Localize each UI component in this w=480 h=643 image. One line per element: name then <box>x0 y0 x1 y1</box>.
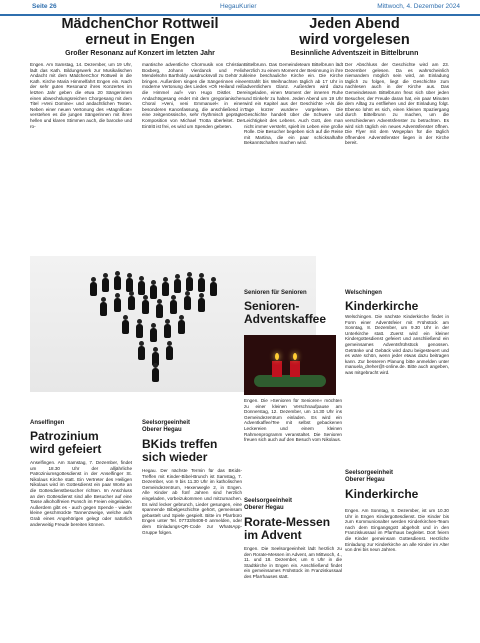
article-column: Welschingen. Die nächste Kinderkirche findet in Form einer Adventsfeier mit Frühstück am Sonntag, 8. Dezember, um 9.30 Uhr in der Unterkirche statt. Zuerst wird ein kleiner Kindergottesdienst gefeiert und anschließend ein gemeinsames Adventsfrühstück genossen. Getränke und Gebäck wird dazu beigesteuert und es wäre schön, wenn jeder etwas dazu beitragen kann. Zur besseren Planung bitte anmelden unter manuela_dreher@t-online.de. Bitte auch angeben, was mitgebracht wird. <box>345 314 449 375</box>
publication-name: HegauKurier <box>220 3 257 10</box>
page-header <box>0 0 480 16</box>
article-title: BKids treffen sich wieder <box>142 437 218 464</box>
article-title: Kinderkirche <box>345 487 419 501</box>
section-kicker: Seelsorgeeinheit Oberer Hegau <box>142 420 191 433</box>
article-column: Engen. Am Samstag, 14. Dezember, um 19 Uhr, lädt das Kath. Bildungswerk zur Musikalischen Andacht mit dem MädchenChor Rottweil in die Kath. Kirche Mariä Himmelfahrt Engen ein. Nach der sehr guten Resonanz ihres Konzertes im letzten Jahr geben die etwa 20 Sängerinnen einen abwechslungsreichen Chorgesang mit dem Titel »Veni Domine« und andachtlichen Texten. Neben einer neuen Vertonung des »Magnificat« verstehen es die jungen Sängerinnen mit ihren hellen und klaren Stimmen auch, die barocke und ro- <box>30 62 132 129</box>
article-title: Patrozinium wird gefeiert <box>30 429 102 456</box>
page-number: Seite 26 <box>32 3 57 10</box>
article-column: Der Abschluss der Geschichte wird am 23. Dezember gelesen. Da es wahrscheinlich niemandem möglich sein wird, an Einladung täglich zu folgen, liegt die Geschichte zum nachlesen auch in der Kirche aus. Das Gemeindeteam Bittelbrunn freut sich über jeden Besucher, der Freude daran hat, ein paar Minuten dem Alltag zu entfliehen und der Einladung folgt. Ebenso lohnt es sich, einen kleinen Spaziergang durch Bittelbrunn zu machen, um die verschiedenen Adventsfenster zu betrachten. Es wird sich täglich ein neues Adventsfenster öffnen. Die Flyer mit dem Wegeplan für die täglich öffnenden Adventsfenster liegen in der Kirche bereit. <box>345 62 449 146</box>
article-title: Kinderkirche <box>345 299 419 313</box>
article-subtitle: Großer Resonanz auf Konzert im letzten Jahr <box>65 50 215 57</box>
article-title: Jeden Abend wird vorgelesen <box>299 16 410 48</box>
section-kicker: Seelsorgeeinheit Oberer Hegau <box>345 470 394 483</box>
advent-candles-photo <box>244 335 336 395</box>
article-title: Rorate-Messen im Advent <box>244 515 331 542</box>
article-column: Anselfingen. Am Samstag, 7. Dezember, findet um 18.30 Uhr der alljährliche Patroziniumsgottesdienst in der Anselfinger St. Nikolaus Kirche statt. Ein Vertreter des Heiligen Nikolaus wird im Gottesdienst ein paar Worte an die Gottesdienstbesucher richten. Im Anschluss an den Gottesdienst sind alle Besucher auf eine Tasse alkoholfreien Punsch im Freien eingeladen. Außerdem gibt es - auch gegen Spende - wieder kleine geschmückte Tannenzweige, welche aufs Grab eines Angehörigen gelegt oder natürlich anderweitig Freude bereiten können. <box>30 460 132 527</box>
issue-date: Mittwoch, 4. Dezember 2024 <box>377 3 460 10</box>
article-column: mantische adventliche Chormusik von Christian Boxberg, Johann Vierdanck und Felix Mendelsohn Bartholdy ausdrucksvoll zu Gehör zu bringen. Außerdem singen die Sängerinnen eine moderne Vertonung des Liedes »Oh Heiland reiß die Himmel auf« von Hugo Distler. Der Andachtsgesang endet mit dem gregorianischen Choral »Veni, veni Emmanuel« in einer besonderen Kanonfassung, die anschließend in eine zeitgenössische, sehr rhythmisch geprägte Komposition von Michael Trotta überleitet. Der Eintritt ist frei, es wird um Spenden gebeten. <box>142 62 244 129</box>
article-column: Bittelbrunn. Das Gemeindeteam Bittelbrunn lädt herzlich zu einem Moment der Besinnung in ihre kleine beschauliche Kirche ein. Die Kirche erstrahlt bis Weihnachten täglich ab 17 Uhr in adventlichem Glanz. Außerdem wird dazu eingeladen, einen Moment der inneren Ruhe und Einkehr zu halten. Jeden Abend um 19 Uhr wird ein Kapitel aus der Geschichte »Als die Tage kürzer wurden« vorgelesen. Die Geschichte handelt über die Schwere und Leichtigkeit des Lebens. Auch Gott, den man nicht immer versteht, spielt im Leben eine große Rolle. Die Besucher begeben sich auf die Reise mit Martina, die ein paar schicksalhafte Bekanntschaften machen wird. <box>244 62 343 146</box>
article-subtitle: Besinnliche Adventszeit in Bittelbrunn <box>290 50 419 57</box>
article-title: MädchenChor Rottweil erneut in Engen <box>61 16 219 48</box>
article-column: Engen. Am Sonntag, 8. Dezember, ist um 10.30 Uhr in Engen Kindergottesdienst. Die Kinder bis zum Kommunionalter werden Kinderkirchen-Team nach dem Eingangsgott abgeholt und in den Franziskussaal im Pfarrhaus begleitet. Dort feiern die Kinder gemeinsam Gottesdienst. Herzliche Einladung zur Kinderkirche an alle Kinder im Alter von drei bis neun Jahren. <box>345 508 449 553</box>
section-kicker: Seelsorgeeinheit Oberer Hegau <box>244 498 293 511</box>
section-kicker: Welschingen <box>345 290 382 296</box>
section-kicker: Senioren für Senioren <box>244 290 307 296</box>
article-column: Engen. Die Seelsorgeeinheit lädt herzlich zu den Rorate-Messen im Advent, am Mittwoch, 4., 11. und 18. Dezember, um 6 Uhr in die Stadtkirche in Engen ein. Anschließend findet ein gemeinsames Frühstück im Franziskussaal des Pfarrhauses statt. <box>244 546 342 579</box>
article-column: Hegau. Der nächste Termin für das BKids-Treffen mit Kinder-Bibel-Brunch ist Samstag, 7. Dezember, von 9 bis 11.30 Uhr im katholischen Gemeindezentrum, Hexenwegle 2, in Engen. Alle Kinder ab fünf Jahren sind herzlich eingeladen, vorbeizukommen und mitzumachen. Es wird lecker gebrunch, Lieder gesungen, eine spannende Bibelgeschichte gehört, gemeinsam gebastelt und Spiele gespielt. Bitte im Pfarrbüro Engen unter Tel. 07733/9408-0 anmelden, oder dem Einladungs-QR-Code zur WhatsApp-Gruppe folgen. <box>142 468 242 535</box>
article-title: Senioren- Adventskaffee <box>244 299 327 326</box>
article-column: Engen. Die »Senioren für Senioren« möchten zu einer kleinen Verschnaufpause am Donnerstag, 12. Dezember, um 14.30 Uhr ins Gemeindezentrum einladen. Es wird ein Adventkaffee/Tee mit selbst gebackenen Leckereien und einem kleinen Rahmenprogramm veranstaltet. Die Senioren freuen sich auch auf den Besuch vom Nikolaus. <box>244 398 342 443</box>
section-kicker: Anselfingen <box>30 420 65 426</box>
